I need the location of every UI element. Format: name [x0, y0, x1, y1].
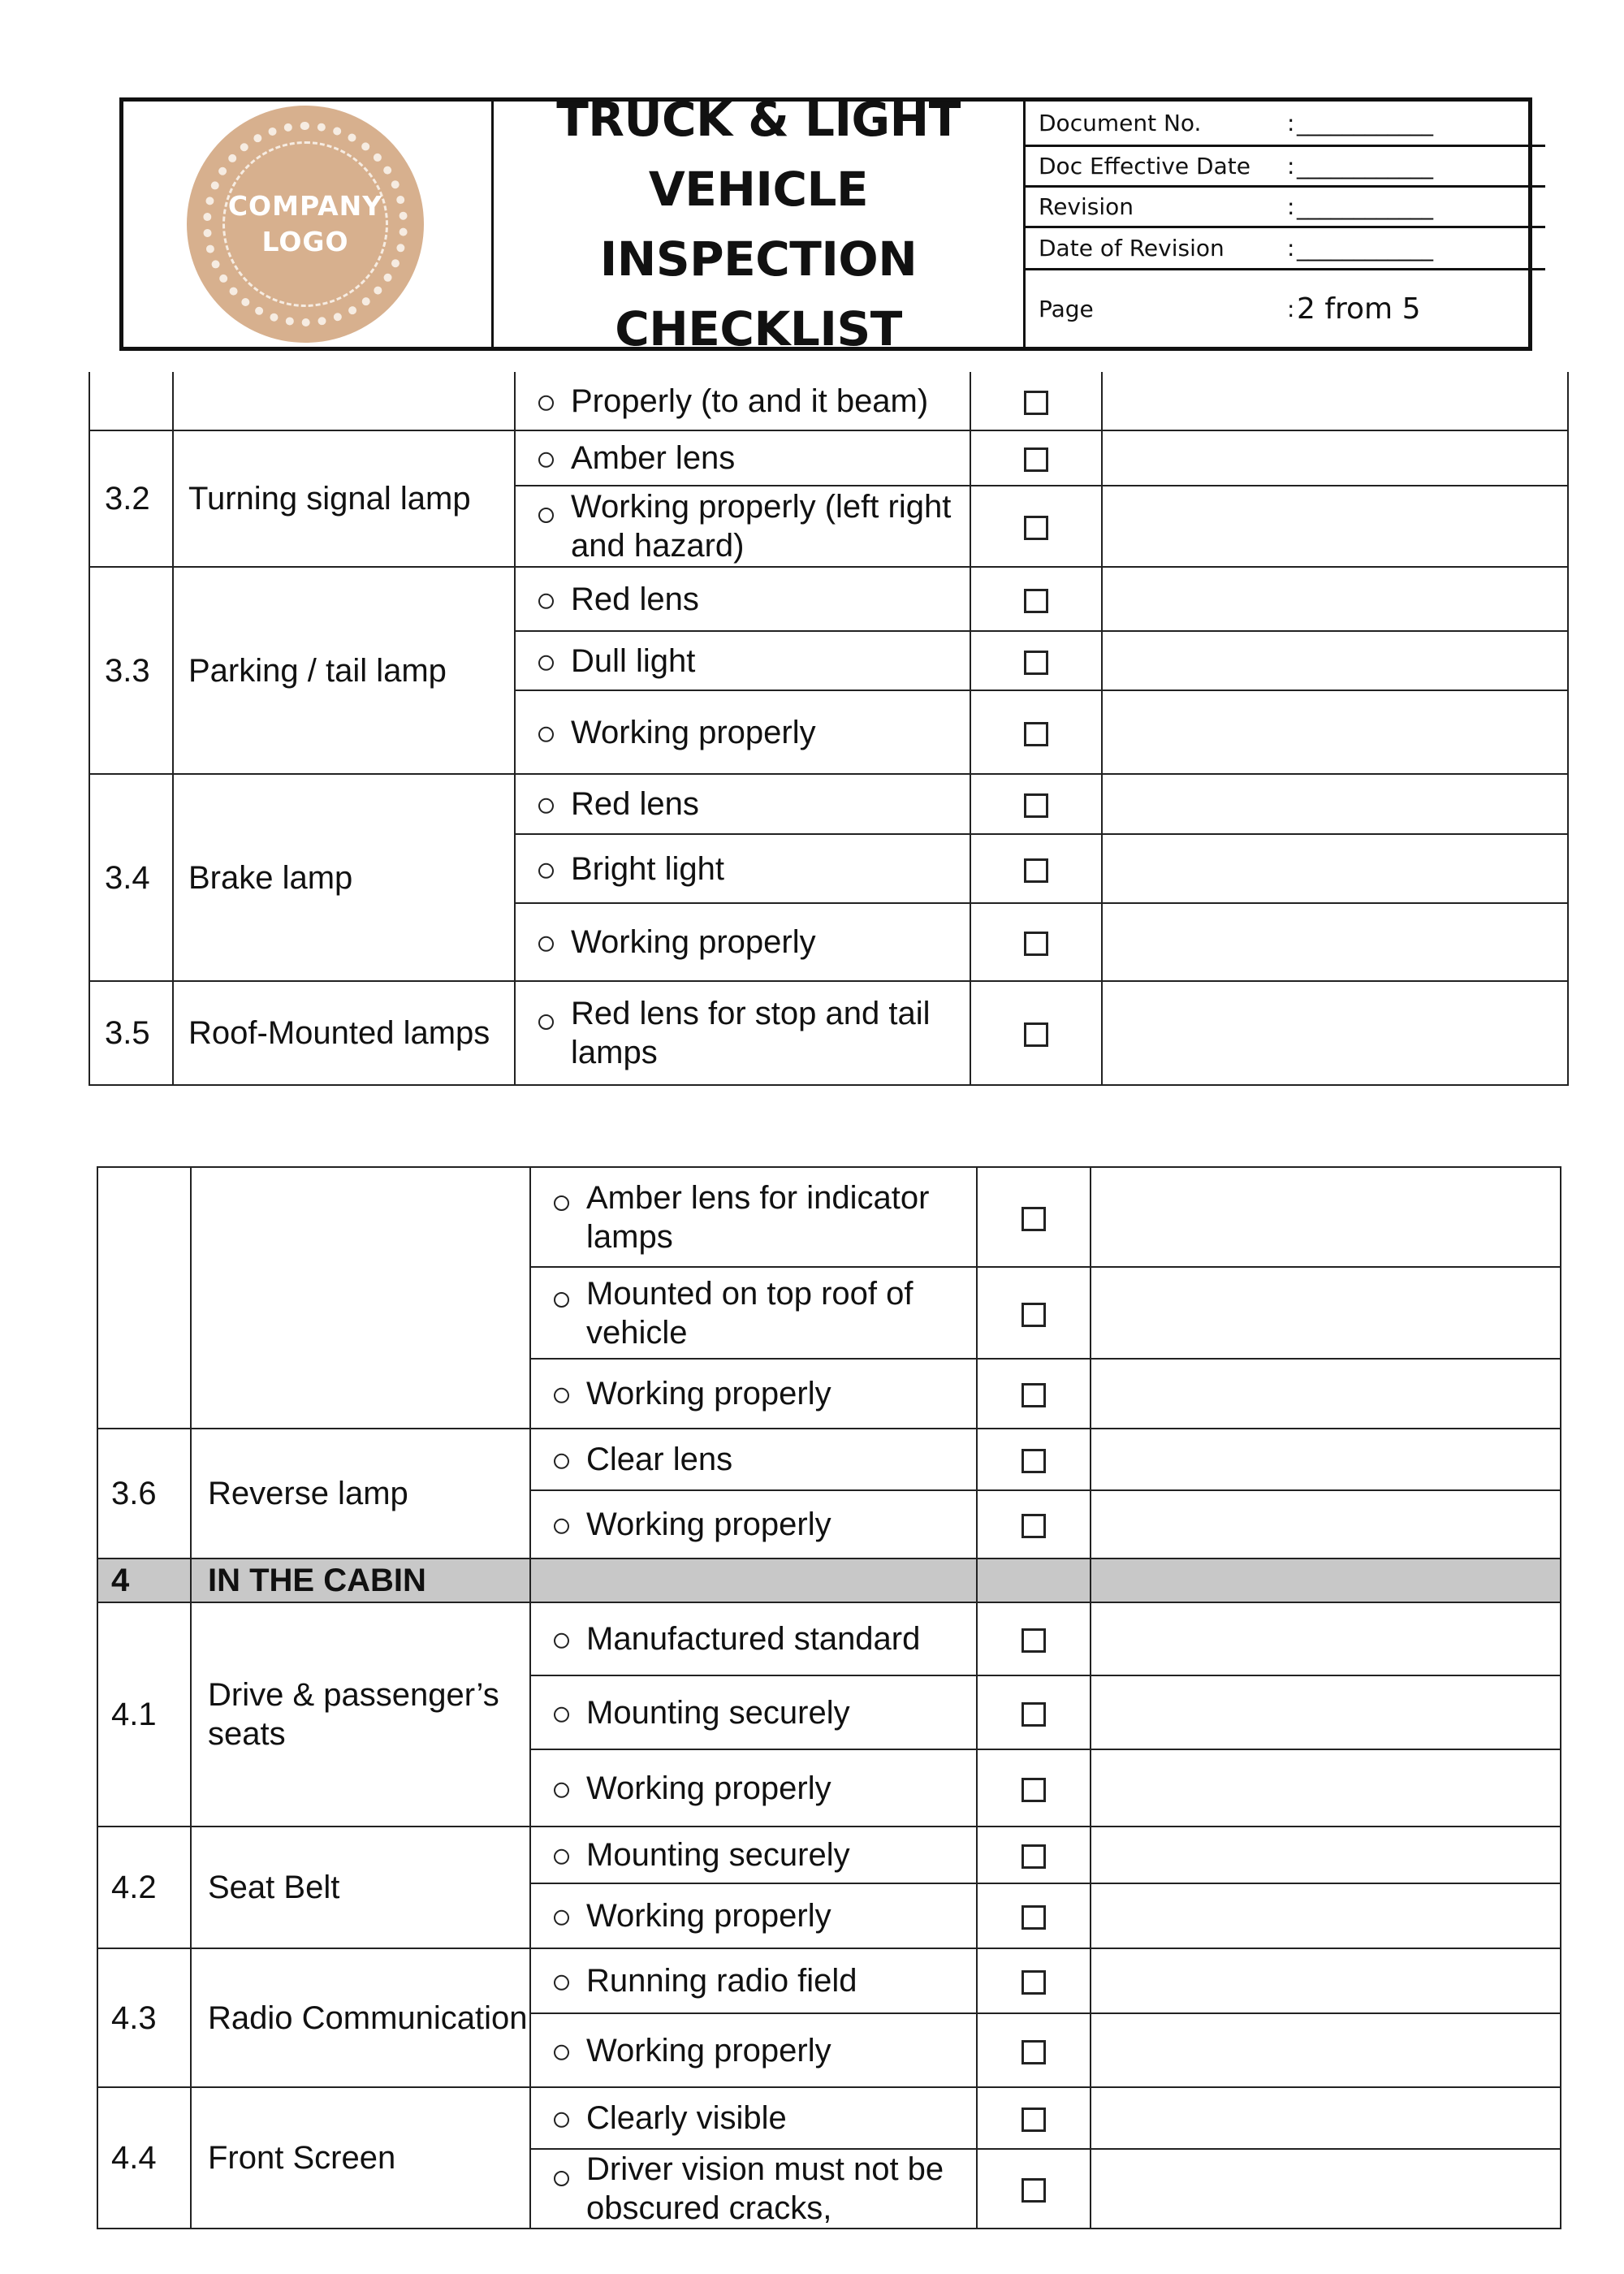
check-cell: [977, 1167, 1091, 1267]
criterion: [515, 430, 970, 486]
criterion: [515, 774, 970, 834]
check-cell: [977, 1267, 1091, 1359]
item-number: 3.3: [89, 567, 173, 774]
remarks-cell[interactable]: [1091, 1749, 1561, 1827]
item-number: 3.4: [89, 774, 173, 981]
document-header: [119, 92, 1532, 357]
checkbox[interactable]: [1021, 1628, 1046, 1653]
meta-label: Page: [1039, 295, 1094, 322]
table-row: [97, 1167, 1561, 1267]
logo-text: [228, 188, 382, 260]
remarks-cell[interactable]: [1091, 2087, 1561, 2149]
meta-label: Doc Effective Date: [1039, 153, 1250, 179]
criterion-text: Driver vision must not be obscured cracks,: [586, 2151, 944, 2226]
remarks-cell[interactable]: [1091, 1602, 1561, 1675]
logo-text-line1: COMPANY: [227, 190, 383, 222]
section-title: IN THE CABIN: [191, 1559, 530, 1602]
bullet-icon: [538, 1014, 554, 1030]
bullet-icon: [538, 593, 554, 608]
checkbox[interactable]: [1021, 1383, 1046, 1407]
criterion-text: Bright light: [571, 850, 724, 887]
checkbox[interactable]: [1024, 722, 1048, 746]
criterion-text: Manufactured standard: [586, 1621, 921, 1657]
bullet-icon: [554, 1292, 569, 1308]
meta-value: ____________: [1297, 235, 1433, 262]
meta-date-of-revision: [1026, 228, 1545, 270]
criterion-text: Working properly: [586, 1770, 831, 1806]
check-cell: [970, 834, 1102, 903]
remarks-cell[interactable]: [1091, 1359, 1561, 1429]
criterion: [515, 690, 970, 774]
checkbox[interactable]: [1024, 793, 1048, 818]
criterion-text: Working properly: [571, 924, 816, 960]
table-row: [89, 774, 1568, 834]
remarks-cell[interactable]: [1091, 1827, 1561, 1883]
bullet-icon: [538, 862, 554, 878]
table-row: [97, 1602, 1561, 1675]
criterion: [515, 903, 970, 981]
bullet-icon: [538, 452, 554, 468]
logo-text-line2: LOGO: [261, 226, 349, 257]
bullet-icon: [538, 936, 554, 952]
table-row: [89, 372, 1568, 430]
criterion: [530, 1602, 977, 1675]
criterion: [530, 1490, 977, 1559]
criterion-text: Working properly: [586, 1376, 831, 1412]
meta-separator: :: [1287, 193, 1295, 220]
check-cell: [977, 1490, 1091, 1559]
bullet-icon: [554, 2044, 569, 2060]
item-name: [191, 1167, 530, 1429]
checkbox[interactable]: [1021, 1303, 1046, 1327]
table-row: [89, 981, 1568, 1085]
item-number: [89, 372, 173, 430]
remarks-cell[interactable]: [1102, 631, 1568, 690]
section-cell: [977, 1559, 1091, 1602]
title-cell: [494, 92, 1026, 357]
criterion-text: Red lens for stop and tail lamps: [571, 996, 931, 1070]
criterion: [515, 372, 970, 430]
checkbox[interactable]: [1021, 1702, 1046, 1727]
checkbox[interactable]: [1024, 516, 1048, 540]
remarks-cell[interactable]: [1102, 430, 1568, 486]
remarks-cell[interactable]: [1091, 1429, 1561, 1490]
checkbox[interactable]: [1021, 1514, 1046, 1538]
section-cell: [530, 1559, 977, 1602]
criterion-text: Dull light: [571, 642, 696, 679]
item-name: Reverse lamp: [191, 1429, 530, 1559]
bullet-icon: [538, 726, 554, 741]
checkbox[interactable]: [1021, 1778, 1046, 1802]
title-line1: TRUCK & LIGHT: [556, 92, 961, 147]
item-name: [173, 372, 515, 430]
checkbox[interactable]: [1024, 391, 1048, 415]
criterion: [530, 1883, 977, 1948]
criterion: [515, 631, 970, 690]
item-number: 4.2: [97, 1827, 191, 1948]
checkbox[interactable]: [1021, 1207, 1046, 1231]
item-name: Brake lamp: [173, 774, 515, 981]
criterion-text: Mounted on top roof of vehicle: [586, 1275, 914, 1351]
item-number: 3.2: [89, 430, 173, 567]
remarks-cell[interactable]: [1091, 1675, 1561, 1749]
checkbox[interactable]: [1021, 1905, 1046, 1930]
meta-value: 2 from 5: [1297, 292, 1421, 326]
criterion-text: Red lens: [571, 581, 699, 617]
bullet-icon: [538, 655, 554, 670]
remarks-cell[interactable]: [1102, 981, 1568, 1085]
checkbox[interactable]: [1024, 651, 1048, 675]
meta-separator: :: [1287, 295, 1295, 322]
section-header-row: [97, 1559, 1561, 1602]
item-name: Roof-Mounted lamps: [173, 981, 515, 1085]
bullet-icon: [554, 1633, 569, 1649]
criterion: [530, 2149, 977, 2229]
checkbox[interactable]: [1024, 1022, 1048, 1047]
item-number: 4.4: [97, 2087, 191, 2229]
criterion-text: Amber lens: [571, 440, 736, 476]
criterion: [530, 2087, 977, 2149]
check-cell: [970, 430, 1102, 486]
criterion-text: Red lens: [571, 786, 699, 822]
meta-value: ____________: [1297, 153, 1433, 179]
check-cell: [977, 1827, 1091, 1883]
criterion-text: Working properly: [571, 714, 816, 750]
check-cell: [977, 1948, 1091, 2013]
check-cell: [977, 2087, 1091, 2149]
criterion-text: Mounting securely: [586, 1694, 850, 1731]
criterion: [530, 1675, 977, 1749]
bullet-icon: [554, 1706, 569, 1722]
meta-separator: :: [1287, 110, 1295, 136]
item-number: 3.5: [89, 981, 173, 1085]
remarks-cell[interactable]: [1102, 372, 1568, 430]
meta-label: Revision: [1039, 193, 1134, 220]
meta-revision: [1026, 188, 1545, 228]
remarks-cell[interactable]: [1091, 2013, 1561, 2087]
remarks-cell[interactable]: [1091, 1948, 1561, 2013]
bullet-icon: [554, 1388, 569, 1403]
criterion: [530, 1948, 977, 2013]
item-name: Radio Communication: [191, 1948, 530, 2087]
title-line3: CHECKLIST: [615, 301, 902, 357]
remarks-cell[interactable]: [1102, 834, 1568, 903]
bullet-icon: [554, 1195, 569, 1211]
criterion-text: Working properly: [586, 1898, 831, 1934]
criterion: [530, 1827, 977, 1883]
criterion-text: Working properly: [586, 2032, 831, 2069]
remarks-cell[interactable]: [1091, 2149, 1561, 2229]
checklist-table-lamps: [89, 372, 1569, 1086]
check-cell: [970, 631, 1102, 690]
meta-label: Document No.: [1039, 110, 1202, 136]
check-cell: [977, 2013, 1091, 2087]
checkbox[interactable]: [1024, 447, 1048, 472]
bullet-icon: [538, 508, 554, 523]
meta-separator: :: [1287, 153, 1295, 179]
item-name: Seat Belt: [191, 1827, 530, 1948]
check-cell: [977, 1602, 1091, 1675]
check-cell: [970, 567, 1102, 631]
bullet-icon: [554, 1910, 569, 1926]
checkbox[interactable]: [1024, 589, 1048, 613]
check-cell: [977, 1675, 1091, 1749]
remarks-cell[interactable]: [1102, 486, 1568, 567]
criterion: [530, 1749, 977, 1827]
meta-document-no: [1026, 102, 1545, 147]
checkbox[interactable]: [1021, 2040, 1046, 2064]
criterion-text: Running radio field: [586, 1963, 857, 1999]
checkbox[interactable]: [1021, 2108, 1046, 2132]
checkbox[interactable]: [1021, 2178, 1046, 2203]
check-cell: [977, 2149, 1091, 2229]
criterion-text: Clear lens: [586, 1442, 733, 1477]
checkbox[interactable]: [1024, 858, 1048, 883]
remarks-cell[interactable]: [1102, 690, 1568, 774]
remarks-cell[interactable]: [1091, 1883, 1561, 1948]
bullet-icon: [554, 1849, 569, 1865]
meta-effective-date: [1026, 147, 1545, 188]
item-number: 4.1: [97, 1602, 191, 1827]
meta-value: ____________: [1297, 193, 1433, 220]
criterion-text: Amber lens for indicator lamps: [586, 1179, 930, 1255]
check-cell: [970, 372, 1102, 430]
document-title: [494, 84, 1023, 364]
criterion: [530, 1359, 977, 1429]
table-row: [97, 1948, 1561, 2013]
section-cell: [1091, 1559, 1561, 1602]
remarks-cell[interactable]: [1091, 1490, 1561, 1559]
item-number: 3.6: [97, 1429, 191, 1559]
meta-separator: :: [1287, 235, 1295, 262]
item-name: Turning signal lamp: [173, 430, 515, 567]
check-cell: [977, 1359, 1091, 1429]
check-cell: [970, 903, 1102, 981]
company-logo: [187, 106, 424, 343]
criterion-text: Properly (to and it beam): [571, 383, 929, 419]
bullet-icon: [554, 1454, 569, 1469]
criterion: [515, 486, 970, 567]
criterion-text: Working properly: [586, 1507, 831, 1542]
table-row: [89, 567, 1568, 631]
checkbox[interactable]: [1021, 1970, 1046, 1995]
table-row: [89, 430, 1568, 486]
remarks-cell[interactable]: [1102, 903, 1568, 981]
check-cell: [970, 774, 1102, 834]
criterion-text: Working properly (left right and hazard): [571, 489, 952, 564]
criterion: [530, 1429, 977, 1490]
bullet-icon: [554, 2171, 569, 2186]
remarks-cell[interactable]: [1091, 1267, 1561, 1359]
criterion: [515, 981, 970, 1085]
meta-page: [1026, 270, 1545, 347]
criterion: [530, 1267, 977, 1359]
checkbox[interactable]: [1024, 932, 1048, 956]
remarks-cell[interactable]: [1102, 567, 1568, 631]
meta-label: Date of Revision: [1039, 235, 1224, 262]
meta-value: ____________: [1297, 110, 1433, 136]
criterion: [515, 834, 970, 903]
item-name: Front Screen: [191, 2087, 530, 2229]
item-number: 4.3: [97, 1948, 191, 2087]
check-cell: [970, 690, 1102, 774]
check-cell: [977, 1749, 1091, 1827]
criterion: [530, 1167, 977, 1267]
table-row: [97, 1827, 1561, 1883]
check-cell: [970, 486, 1102, 567]
logo-cell: [123, 102, 494, 347]
item-name: Parking / tail lamp: [173, 567, 515, 774]
item-number: [97, 1167, 191, 1429]
item-name: Drive & passenger’s seats: [191, 1602, 530, 1827]
table-row: [97, 1429, 1561, 1490]
checkbox[interactable]: [1021, 1844, 1046, 1869]
bullet-icon: [538, 798, 554, 814]
criterion-text: Clearly visible: [586, 2100, 787, 2136]
title-line2: VEHICLE INSPECTION: [599, 162, 918, 287]
bullet-icon: [538, 395, 554, 410]
criterion: [530, 2013, 977, 2087]
document-meta: [1026, 102, 1528, 347]
checkbox[interactable]: [1021, 1449, 1046, 1473]
criterion-text: Mounting securely: [586, 1837, 850, 1873]
bullet-icon: [554, 1782, 569, 1797]
table-row: [97, 2087, 1561, 2149]
remarks-cell[interactable]: [1102, 774, 1568, 834]
check-cell: [977, 1883, 1091, 1948]
criterion: [515, 567, 970, 631]
checklist-table-cabin: [97, 1166, 1561, 2229]
bullet-icon: [554, 1519, 569, 1534]
check-cell: [977, 1429, 1091, 1490]
check-cell: [970, 981, 1102, 1085]
remarks-cell[interactable]: [1091, 1167, 1561, 1267]
section-number: 4: [97, 1559, 191, 1602]
bullet-icon: [554, 2112, 569, 2128]
bullet-icon: [554, 1975, 569, 1991]
